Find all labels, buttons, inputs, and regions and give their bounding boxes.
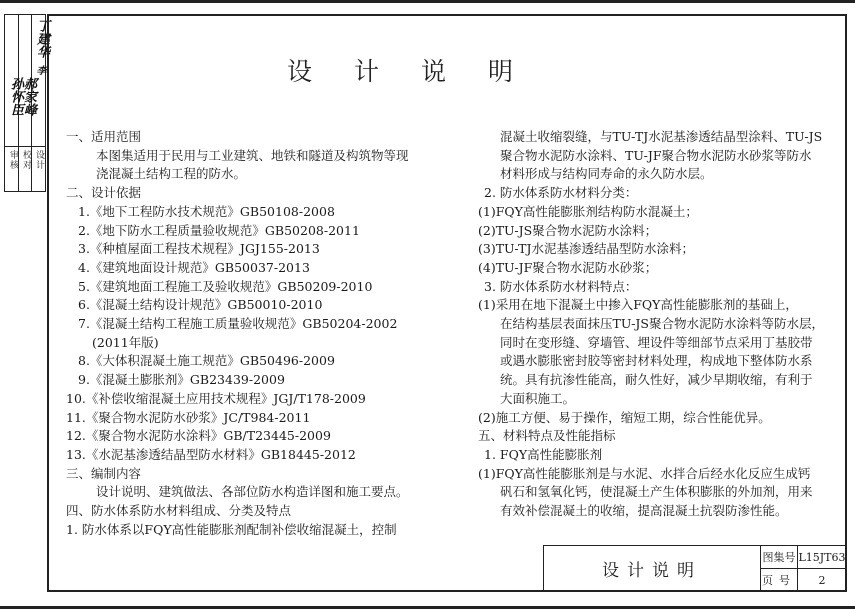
list-item: (4)TU-JF聚合物水泥防水砂浆； bbox=[478, 259, 658, 275]
signature-2: 李 bbox=[34, 65, 45, 75]
right-column bbox=[478, 128, 838, 521]
list-item: 1.《地下工程防水技术规范》GB50108-2008 bbox=[78, 203, 335, 219]
atlas-number-label: 图集号 bbox=[761, 546, 798, 569]
list-item: 8.《大体积混凝土施工规范》GB50496-2009 bbox=[78, 353, 335, 369]
text-line: 矾石和氢氧化钙，使混凝土产生体积膨胀的外加剂，用来 bbox=[500, 484, 813, 500]
list-item: 1. 防水体系以FQY高性能膨胀剂配制补偿收缩混凝土，控制 bbox=[66, 521, 397, 537]
text-line: 或遇水膨胀密封胶等密封材料处理，构成地下整体防水系 bbox=[500, 353, 813, 369]
signature-1: 丁建华 bbox=[34, 19, 49, 58]
section-heading: 一、适用范围 bbox=[66, 129, 142, 144]
text-line: 材料形成与结构同寿命的永久防水层。 bbox=[500, 166, 713, 182]
text-line: 大面积施工。 bbox=[500, 390, 576, 406]
label-check: 校对 bbox=[21, 150, 31, 170]
text-line: 同时在变形缝、穿墙管、埋设件等细部节点采用丁基胶带 bbox=[500, 334, 813, 350]
label-design: 设计 bbox=[34, 150, 44, 170]
list-item: (1)FQY高性能膨胀剂是与水泥、水拌合后经水化反应生成钙 bbox=[478, 465, 811, 481]
text-line: 在结构基层表面抹压TU-JS聚合物水泥防水涂料等防水层， bbox=[500, 316, 824, 332]
signature-4: 孙怀臣 bbox=[8, 77, 23, 116]
list-item: 6.《混凝土结构设计规范》GB50010-2010 bbox=[78, 297, 323, 313]
left-column bbox=[66, 128, 451, 539]
text-line: 聚合物水泥防水涂料、TU-JF聚合物水泥防水砂浆等防水 bbox=[500, 147, 812, 163]
title-block bbox=[543, 545, 846, 591]
text-line: 本图集适用于民用与工业建筑、地铁和隧道及构筑物等现 bbox=[96, 147, 409, 163]
atlas-number-value: L15JT63 bbox=[798, 546, 846, 569]
review-strip bbox=[4, 14, 49, 192]
title-block-name: 设计说明 bbox=[544, 546, 761, 591]
section-heading: 四、防水体系防水材料组成、分类及特点 bbox=[66, 503, 292, 519]
label-review: 审核 bbox=[8, 150, 18, 170]
text-line: 浇混凝土结构工程的防水。 bbox=[96, 166, 247, 182]
top-border bbox=[0, 0, 855, 3]
list-item: 10.《补偿收缩混凝土应用技术规程》JGJ/T178-2009 bbox=[66, 390, 366, 406]
page-title: 设计说明 bbox=[286, 57, 555, 86]
page-number-label: 页号 bbox=[761, 569, 798, 591]
list-heading: 3. 防水体系防水材料特点： bbox=[484, 278, 638, 294]
list-item: 12.《聚合物水泥防水涂料》GB/T23445-2009 bbox=[66, 428, 331, 444]
list-item: (3)TU-TJ水泥基渗透结晶型防水涂料； bbox=[478, 241, 694, 257]
list-item: (1)采用在地下混凝土中掺入FQY高性能膨胀剂的基础上， bbox=[478, 297, 798, 313]
page-number-value: 2 bbox=[818, 573, 826, 587]
list-item: 13.《水泥基渗透结晶型防水材料》GB18445-2012 bbox=[66, 446, 356, 462]
list-item-continued: (2011年版) bbox=[92, 334, 159, 350]
list-item: (2)TU-JS聚合物水泥防水涂料； bbox=[478, 222, 658, 238]
list-item: 3.《种植屋面工程技术规程》JGJ155-2013 bbox=[78, 241, 320, 257]
text-line: 统。具有抗渗性能高，耐久性好，减少早期收缩，有利于 bbox=[500, 372, 813, 388]
text-line: 设计说明、建筑做法、各部位防水构造详图和施工要点。 bbox=[96, 484, 409, 500]
list-heading: 1. FQY高性能膨胀剂 bbox=[484, 446, 603, 462]
section-heading: 二、设计依据 bbox=[66, 185, 142, 201]
list-item: 5.《建筑地面工程施工及验收规范》GB50209-2010 bbox=[78, 278, 373, 294]
list-item: 11.《聚合物水泥防水砂浆》JC/T984-2011 bbox=[66, 409, 311, 425]
list-item: 9.《混凝土膨胀剂》GB23439-2009 bbox=[78, 372, 285, 388]
signature-3: 郝家峰 bbox=[21, 77, 36, 116]
section-heading: 五、材料特点及性能指标 bbox=[478, 428, 616, 444]
list-item: (2)施工方便、易于操作，缩短工期，综合性能优异。 bbox=[478, 409, 771, 425]
text-line: 混凝土收缩裂缝，与TU-TJ水泥基渗透结晶型涂料、TU-JS bbox=[500, 129, 823, 144]
list-item: 7.《混凝土结构工程施工质量验收规范》GB50204-2002 bbox=[78, 316, 398, 332]
list-item: 2.《地下防水工程质量验收规范》GB50208-2011 bbox=[78, 222, 360, 238]
text-line: 有效补偿混凝土的收缩，提高混凝土抗裂防渗性能。 bbox=[500, 503, 788, 519]
list-item: 4.《建筑地面设计规范》GB50037-2013 bbox=[78, 259, 310, 275]
list-heading: 2. 防水体系防水材料分类： bbox=[484, 185, 638, 201]
section-heading: 三、编制内容 bbox=[66, 465, 142, 481]
list-item: (1)FQY高性能膨胀剂结构防水混凝土； bbox=[478, 203, 698, 219]
